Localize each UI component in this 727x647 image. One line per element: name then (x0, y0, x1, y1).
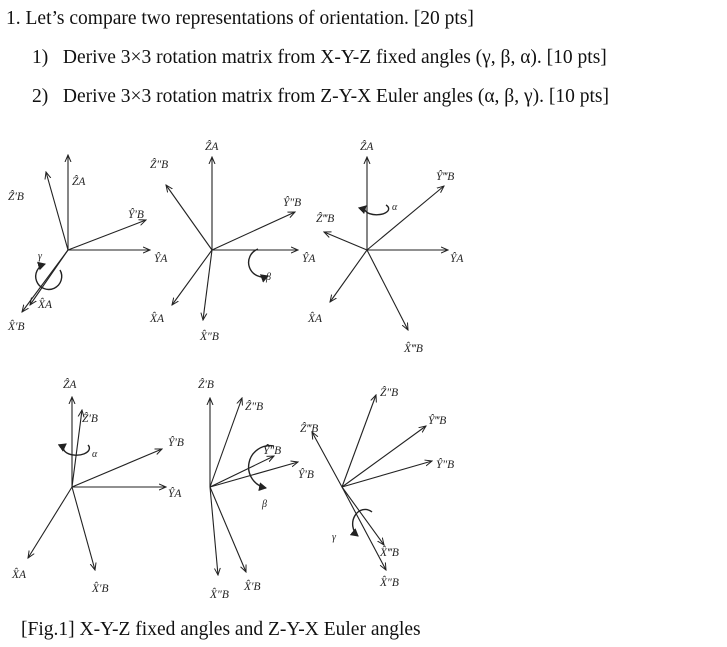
r1p1-label-za: ẐA (72, 176, 86, 188)
r2p1-label-ya: ŶA (168, 488, 182, 500)
row2-panel1 (11, 377, 184, 595)
r1p2-angle: β (266, 272, 271, 283)
r1p1-label-yb1: Ŷ′B (128, 209, 144, 221)
r2p2-label-xb2: X̂″B (210, 589, 229, 601)
r2p3-yb3-axis (342, 426, 426, 487)
r2p3-label-yb3: Ŷ‴B (428, 415, 447, 427)
r1p1-label-xb1: X̂′B (8, 321, 25, 333)
problem-title: 1. Let’s compare two representations of orientation. [20 pts] (6, 8, 474, 29)
r1p2-label-za: ẐA (205, 141, 219, 153)
r2p1-label-zb1: Ẑ′B (82, 413, 98, 425)
r2p1-xa-axis (28, 487, 72, 558)
r1p1-label-xa: X̂A (38, 299, 53, 311)
r2p3-yb2-axis (342, 461, 432, 487)
r2p3-label-yb2: Ŷ″B (436, 459, 455, 471)
r1p2-yb2-axis (212, 212, 295, 250)
row2-panel3 (300, 385, 454, 589)
r1p2-zb2-axis (166, 185, 212, 250)
r1p1-angle: γ (38, 251, 42, 262)
r2p3-label-zb3: Ẑ‴B (300, 423, 319, 435)
r2p1-label-xb1: X̂′B (92, 583, 109, 595)
r1p1-zb1-axis (46, 172, 68, 250)
r2p2-label-zb1: Ẑ′B (198, 379, 214, 391)
r1p2-label-xb2: X̂″B (200, 331, 219, 343)
r1p3-label-zb3: Ẑ‴B (316, 213, 335, 225)
r1p2-label-yb2: Ŷ″B (283, 197, 302, 209)
row2-panel2 (198, 377, 314, 601)
r2p3-label-xb3: X̂‴B (380, 547, 399, 559)
r2p2-label-xb1: X̂′B (244, 581, 261, 593)
r2p2-xb2-axis (210, 487, 218, 575)
r2p1-xb1-axis (72, 487, 95, 570)
r2p1-yb1-axis (72, 449, 162, 487)
r2p3-zb2-axis (342, 395, 376, 487)
row1-panel1 (7, 155, 168, 333)
r1p1-label-ya: ŶA (154, 253, 168, 265)
r1p2-label-xa: X̂A (150, 313, 165, 325)
r2p2-label-yb1: Ŷ′B (298, 469, 314, 481)
r1p2-label-ya: ŶA (302, 253, 316, 265)
r1p3-label-za: ẐA (360, 141, 374, 153)
r1p3-zb3-axis (324, 232, 367, 250)
r1p3-xa-axis (330, 250, 367, 302)
r2p3-label-zb2: Ẑ″B (380, 387, 399, 399)
r2p2-angle: β (262, 499, 267, 510)
r2p3-xb3-axis (342, 487, 384, 545)
item-1-text: Derive 3×3 rotation matrix from X-Y-Z fixed angles (γ, β, α). [10 pts] (62, 47, 607, 68)
r2p2-xb1-axis (210, 487, 246, 572)
r2p1-angle: α (92, 449, 98, 460)
r1p3-yb3-axis (367, 186, 444, 250)
r2p1-label-yb1: Ŷ′B (168, 437, 184, 449)
row1-panel2 (149, 139, 316, 343)
r2p2-label-yb2: Ŷ″B (263, 445, 282, 457)
r1p3-label-xb3: X̂‴B (404, 343, 423, 355)
r2p1-label-za: ẐA (63, 379, 77, 391)
r2p3-label-xb2: X̂″B (380, 577, 399, 589)
r1p3-label-ya: ŶA (450, 253, 464, 265)
r2p3-zb3-axis (312, 432, 342, 487)
r2p1-label-xa: X̂A (12, 569, 27, 581)
r1p3-xb3-axis (367, 250, 408, 330)
item-1-number: 1) (32, 47, 49, 68)
figure-caption: [Fig.1] X-Y-Z fixed angles and Z-Y-X Euler angles (21, 619, 421, 640)
r1p3-rotation-arrow (365, 205, 389, 215)
r1p1-yb1-axis (68, 220, 146, 250)
r1p1-label-zb1: Ẑ′B (8, 191, 24, 203)
r1p3-angle: α (392, 202, 398, 213)
r2p3-angle: γ (332, 532, 336, 543)
item-2-text: Derive 3×3 rotation matrix from Z-Y-X Euler angles (α, β, γ). [10 pts] (62, 86, 609, 107)
row1-panel3 (307, 139, 464, 355)
r2p1-zb1-axis (72, 410, 82, 487)
r1p3-label-yb3: Ŷ‴B (436, 171, 455, 183)
r2p2-label-zb2: Ẑ″B (245, 401, 264, 413)
item-2-number: 2) (32, 86, 49, 107)
r1p3-label-xa: X̂A (308, 313, 323, 325)
r1p2-label-zb2: Ẑ″B (150, 159, 169, 171)
